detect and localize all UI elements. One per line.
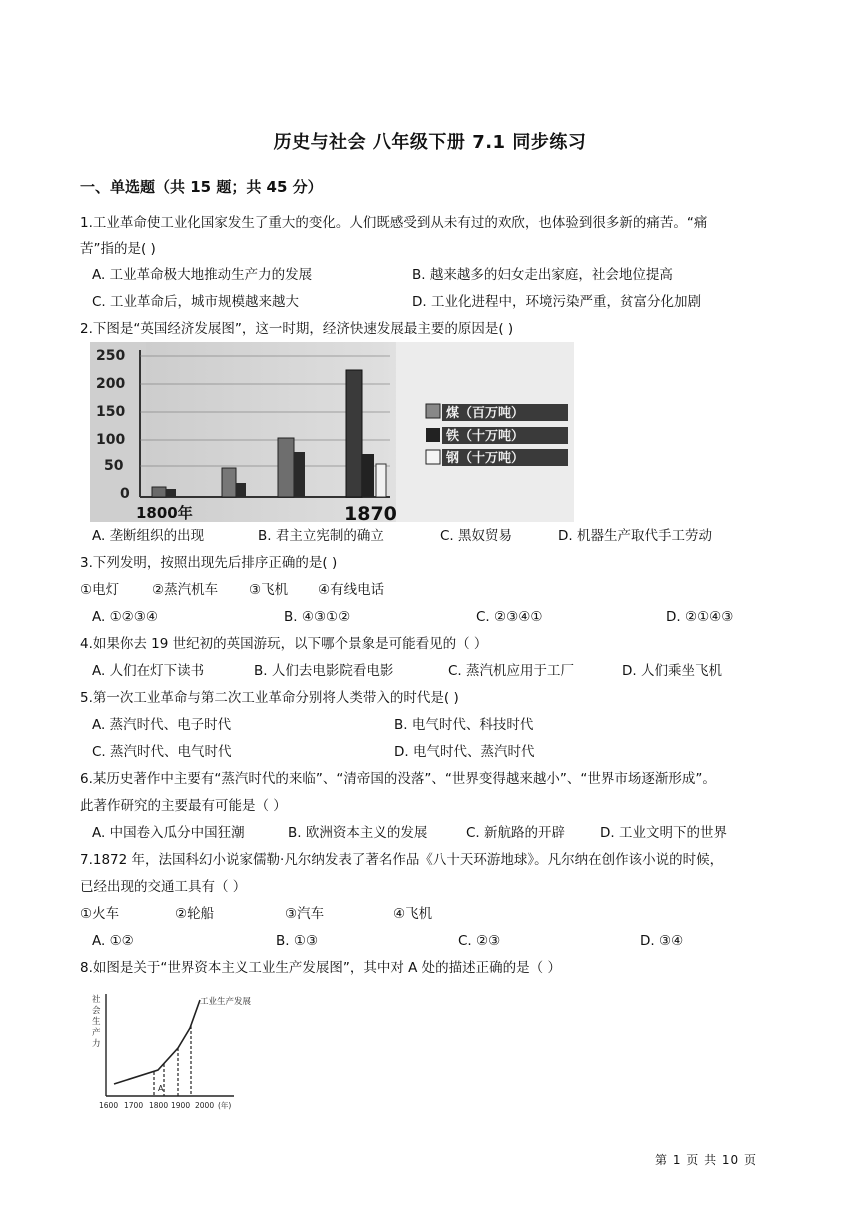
q7-option-c[interactable]: C. ②③: [458, 933, 501, 949]
q7-item-1: ①火车: [80, 906, 120, 922]
sketch-ylabel-char: 生: [92, 1017, 101, 1027]
question-3-text: 3.下列发明，按照出现先后排序正确的是( ): [80, 555, 338, 571]
sketch-xunit: (年): [218, 1101, 232, 1110]
question-4-text: 4.如果你去 19 世纪初的英国游玩，以下哪个景象是可能看见的（ ）: [80, 636, 488, 652]
q6-option-d[interactable]: D. 工业文明下的世界: [600, 825, 727, 841]
y-tick-label: 50: [104, 458, 124, 474]
y-tick-label: 200: [96, 376, 126, 392]
q6-option-a[interactable]: A. 中国卷入瓜分中国狂潮: [92, 825, 245, 841]
q2-option-a[interactable]: A. 垄断组织的出现: [92, 528, 205, 544]
y-tick-label: 250: [96, 348, 126, 364]
q7-option-d[interactable]: D. ③④: [640, 933, 684, 949]
question-1-text: 1.工业革命使工业化国家发生了重大的变化。人们既感受到从未有过的欢欣，也体验到很多新的痛苦。“痛: [80, 215, 708, 231]
q3-option-a[interactable]: A. ①②③④: [92, 609, 158, 625]
y-tick-label: 0: [120, 486, 130, 502]
legend-steel: 钢（十万吨）: [446, 451, 525, 466]
q5-option-c[interactable]: C. 蒸汽时代、电气时代: [92, 744, 232, 760]
q7-item-2: ②轮船: [175, 906, 215, 922]
sketch-ylabel-char: 社: [92, 995, 101, 1005]
sketch-xtick: 1900: [171, 1101, 191, 1110]
q1-option-a[interactable]: A. 工业革命极大地推动生产力的发展: [92, 267, 313, 283]
q5-option-b[interactable]: B. 电气时代、科技时代: [394, 717, 534, 733]
q7-option-b[interactable]: B. ①③: [276, 933, 319, 949]
question-8-text: 8.如图是关于“世界资本主义工业生产发展图”，其中对 A 处的描述正确的是（ ）: [80, 960, 561, 976]
page-footer: 第 1 页 共 10 页: [655, 1153, 757, 1167]
q7-option-a[interactable]: A. ①②: [92, 933, 134, 949]
q3-option-c[interactable]: C. ②③④①: [476, 609, 543, 625]
industrial-production-sketch: [88, 990, 252, 1116]
question-6-text-cont: 此著作研究的主要最有可能是（ ）: [80, 798, 287, 814]
sketch-xtick: 1800: [149, 1101, 169, 1110]
uk-economic-development-chart: [90, 342, 574, 525]
q3-item-3: ③飞机: [249, 582, 289, 598]
q3-option-b[interactable]: B. ④③①②: [284, 609, 351, 625]
legend-coal: 煤（百万吨）: [446, 406, 525, 421]
question-7-text: 7.1872 年，法国科幻小说家儒勒·凡尔纳发表了著名作品《八十天环游地球》。凡尔纳在创作该小说的时候，: [80, 852, 724, 868]
q3-item-2: ②蒸汽机车: [152, 582, 219, 598]
sketch-xtick: 1700: [124, 1101, 144, 1110]
section-heading: 一、单选题（共 15 题；共 45 分）: [80, 178, 323, 196]
q4-option-a[interactable]: A. 人们在灯下读书: [92, 663, 205, 679]
sketch-ylabel-char: 力: [92, 1039, 101, 1049]
sketch-curve-label: 工业生产发展: [200, 997, 252, 1007]
q3-option-d[interactable]: D. ②①④③: [666, 609, 734, 625]
question-1-text-cont: 苦”指的是( ): [80, 241, 156, 257]
question-2-text: 2.下图是“英国经济发展图”，这一时期，经济快速发展最主要的原因是( ): [80, 321, 514, 337]
q6-option-c[interactable]: C. 新航路的开辟: [466, 825, 566, 841]
q7-item-4: ④飞机: [393, 906, 433, 922]
q1-option-d[interactable]: D. 工业化进程中，环境污染严重，贫富分化加剧: [412, 294, 701, 310]
question-5-text: 5.第一次工业革命与第二次工业革命分别将人类带入的时代是( ): [80, 690, 459, 706]
y-tick-label: 150: [96, 404, 126, 420]
question-6-text: 6.某历史著作中主要有“蒸汽时代的来临”、“清帝国的没落”、“世界变得越来越小”、“世界市场逐渐形成”。: [80, 771, 716, 787]
q4-option-c[interactable]: C. 蒸汽机应用于工厂: [448, 663, 575, 679]
page-title: 历史与社会 八年级下册 7.1 同步练习: [273, 132, 587, 153]
q2-option-c[interactable]: C. 黑奴贸易: [440, 528, 513, 544]
x-end-label: 1870: [344, 503, 397, 525]
q2-option-b[interactable]: B. 君主立宪制的确立: [258, 528, 384, 544]
q4-option-b[interactable]: B. 人们去电影院看电影: [254, 663, 394, 679]
sketch-ylabel-char: 产: [92, 1028, 101, 1038]
x-start-label: 1800年: [136, 504, 193, 522]
q3-item-4: ④有线电话: [318, 582, 385, 598]
q5-option-d[interactable]: D. 电气时代、蒸汽时代: [394, 744, 535, 760]
q2-option-d[interactable]: D. 机器生产取代手工劳动: [558, 528, 712, 544]
sketch-ylabel-char: 会: [92, 1006, 101, 1016]
q4-option-d[interactable]: D. 人们乘坐飞机: [622, 663, 722, 679]
q7-item-3: ③汽车: [285, 906, 325, 922]
q1-option-b[interactable]: B. 越来越多的妇女走出家庭，社会地位提高: [412, 267, 673, 283]
q6-option-b[interactable]: B. 欧洲资本主义的发展: [288, 825, 428, 841]
y-tick-label: 100: [96, 432, 126, 448]
q5-option-a[interactable]: A. 蒸汽时代、电子时代: [92, 717, 232, 733]
q1-option-c[interactable]: C. 工业革命后，城市规模越来越大: [92, 294, 300, 310]
q3-item-1: ①电灯: [80, 582, 120, 598]
legend-iron: 铁（十万吨）: [446, 429, 525, 444]
sketch-point-a: A: [158, 1084, 164, 1093]
question-7-text-cont: 已经出现的交通工具有（ ）: [80, 879, 247, 895]
sketch-xtick: 1600: [99, 1101, 119, 1110]
sketch-xtick: 2000: [195, 1101, 215, 1110]
